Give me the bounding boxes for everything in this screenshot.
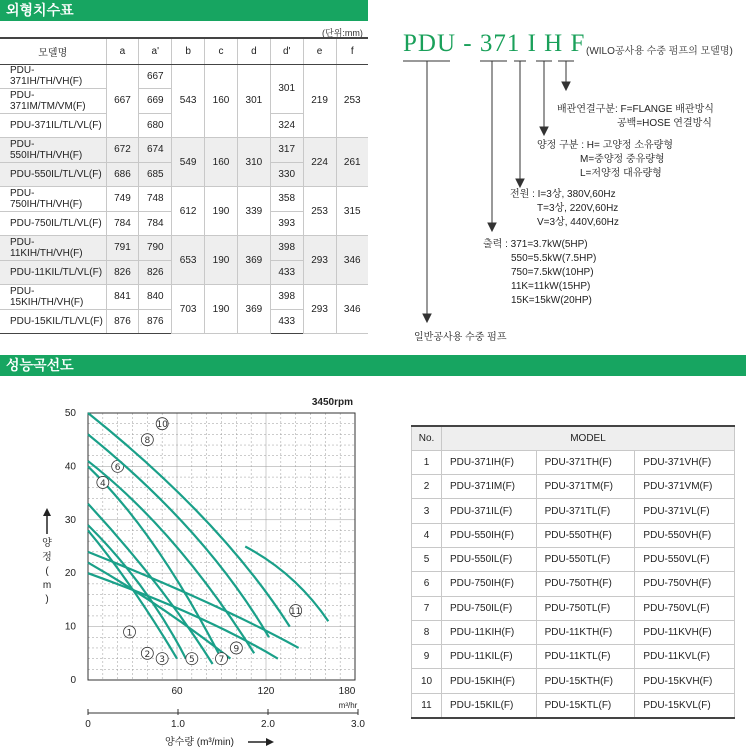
curve-label: 2 [144,649,151,660]
table-cell: 686 [106,162,139,187]
model-table-model-header: MODEL [442,426,735,450]
model-name-cell: PDU-550TH(F) [536,523,635,547]
dim-header-0: 모델명 [0,38,106,64]
model-name-cell: PDU-371VM(F) [635,475,735,499]
table-cell: 826 [106,260,139,285]
model-no-cell: 6 [412,572,442,596]
model-name-cell: PDU-371TM(F) [536,475,635,499]
table-cell: 358 [270,187,303,212]
dimensions-section-title: 외형치수표 [0,0,368,21]
head-description [537,139,673,181]
curve-label: 9 [233,644,240,655]
table-cell: PDU-11KIH/TH/VH(F) [0,236,106,261]
table-cell: 840 [139,285,172,310]
table-row [412,693,735,717]
x2-tick-label: 2.0 [261,719,275,730]
y-tick-label: 20 [64,568,76,580]
x2-tick-label: 0 [85,719,91,730]
performance-section-title: 성능곡선도 [0,355,746,376]
table-cell: 293 [303,285,336,334]
table-cell: 317 [270,138,303,163]
curve-label: 1 [126,628,133,639]
x2-tick-label: 1.0 [171,719,185,730]
table-cell: 398 [270,285,303,310]
model-no-cell: 3 [412,499,442,523]
table-cell: 224 [303,138,336,187]
code-part-head: H [544,30,564,57]
table-cell: 393 [270,211,303,236]
flange-desc-line: 공백=HOSE 연결방식 [617,118,712,129]
table-cell: PDU-371IH/TH/VH(F) [0,64,106,89]
table-cell: 261 [336,138,368,187]
performance-chart-svg [0,376,380,752]
model-no-cell: 8 [412,620,442,644]
model-name-cell: PDU-371VL(F) [635,499,735,523]
table-cell: 160 [205,64,238,138]
y-axis-title-char: ) [45,594,49,605]
model-no-cell: 1 [412,450,442,474]
model-name-cell: PDU-750VH(F) [635,572,735,596]
model-name-cell: PDU-15KTH(F) [536,669,635,693]
model-name-cell: PDU-371IM(F) [442,475,537,499]
output-desc-line: 15K=15kW(20HP) [511,295,592,306]
table-cell: 826 [139,260,172,285]
x-tick-label: 180 [338,686,356,697]
code-part-dash: - [463,30,473,57]
model-name-cell: PDU-550VL(F) [635,547,735,571]
model-name-cell: PDU-550IL(F) [442,547,537,571]
model-no-cell: 9 [412,645,442,669]
dim-header-8: f [336,38,368,64]
head-desc-line: L=저양정 대유량형 [580,168,662,179]
model-name-cell: PDU-11KTH(F) [536,620,635,644]
table-cell: 674 [139,138,172,163]
dim-header-5: d [237,38,270,64]
table-cell: 369 [237,285,270,334]
table-cell: 369 [237,236,270,285]
y-axis-title-char: m [42,580,52,591]
dim-header-3: b [172,38,205,64]
head-desc-line: 양정 구분 : H= 고양정 소유량형 [537,140,673,151]
model-name-cell: PDU-371VH(F) [635,450,735,474]
table-cell: 315 [336,187,368,236]
curve-label: 5 [188,655,195,666]
table-cell: 876 [106,309,139,334]
x-unit-label: m³/hr [338,701,358,710]
table-cell: 876 [139,309,172,334]
x-tick-label: 60 [171,686,183,697]
table-cell: 790 [139,236,172,261]
curve-label: 11 [289,607,302,618]
table-cell: 190 [205,285,238,334]
table-cell: 749 [106,187,139,212]
model-name-cell: PDU-15KIH(F) [442,669,537,693]
table-cell: 841 [106,285,139,310]
table-cell: 330 [270,162,303,187]
table-cell: PDU-371IL/TL/VL(F) [0,113,106,138]
table-cell: PDU-750IL/TL/VL(F) [0,211,106,236]
y-axis-title-char: 양 [42,538,52,549]
model-no-cell: 2 [412,475,442,499]
dim-header-1: a [106,38,139,64]
table-cell: 324 [270,113,303,138]
dim-header-6: d' [270,38,303,64]
table-cell: 672 [106,138,139,163]
pump-description: 일반공사용 수중 펌프 [414,332,507,343]
table-row [412,523,735,547]
model-no-cell: 11 [412,693,442,717]
x2-tick-label: 3.0 [351,719,365,730]
model-name-cell: PDU-750VL(F) [635,596,735,620]
y-tick-label: 50 [64,408,76,419]
table-row [412,572,735,596]
model-table [411,425,735,719]
y-tick-label: 0 [70,675,76,686]
table-cell: PDU-15KIL/TL/VL(F) [0,309,106,334]
table-cell: 703 [172,285,205,334]
table-cell: 791 [106,236,139,261]
model-name-cell: PDU-11KVL(F) [635,645,735,669]
curve-label: 6 [114,462,121,473]
output-desc-line: 550=5.5kW(7.5HP) [511,253,597,264]
y-tick-label: 10 [64,621,76,633]
table-cell: 653 [172,236,205,285]
curve-label: 4 [99,478,106,489]
table-cell: 398 [270,236,303,261]
y-tick-label: 40 [64,461,76,473]
table-cell: 301 [270,64,303,113]
table-cell: 784 [106,211,139,236]
curve-label: 3 [159,655,166,666]
table-cell: 339 [237,187,270,236]
performance-chart [0,376,380,752]
code-part-output: 371 [479,30,521,57]
table-cell: 253 [336,64,368,138]
model-name-cell: PDU-15KIL(F) [442,693,537,717]
table-cell: 190 [205,236,238,285]
table-cell: PDU-11KIL/TL/VL(F) [0,260,106,285]
table-cell: 293 [303,236,336,285]
table-cell: PDU-15KIH/TH/VH(F) [0,285,106,310]
table-cell: 346 [336,285,368,334]
y-axis-title-char: 정 [42,552,52,563]
model-name-cell: PDU-15KVH(F) [635,669,735,693]
output-description [483,238,596,308]
model-name-cell: PDU-750IH(F) [442,572,537,596]
curve-label: 8 [144,436,151,447]
chart-title: 3450rpm [311,397,353,408]
table-cell: 433 [270,260,303,285]
curve-label: 7 [218,655,225,666]
y-tick-label: 30 [64,514,76,526]
model-code-note: (WILO공사용 수중 펌프의 모델명) [586,46,733,57]
model-name-cell: PDU-11KIL(F) [442,645,537,669]
model-no-cell: 4 [412,523,442,547]
model-no-cell: 5 [412,547,442,571]
model-name-cell: PDU-11KTL(F) [536,645,635,669]
table-row [412,499,735,523]
table-cell: 346 [336,236,368,285]
power-desc-line: 전원 : I=3상, 380V,60Hz [510,189,616,200]
flange-desc-line: 배관연결구분: F=FLANGE 배관방식 [557,104,714,115]
table-row [412,475,735,499]
model-no-cell: 7 [412,596,442,620]
table-cell: 160 [205,138,238,187]
table-row [412,547,735,571]
model-name-cell: PDU-15KVL(F) [635,693,735,717]
table-cell: 669 [139,89,172,114]
table-cell: 433 [270,309,303,334]
code-part-flange: F [570,30,586,57]
model-name-cell: PDU-750TH(F) [536,572,635,596]
table-cell: PDU-550IH/TH/VH(F) [0,138,106,163]
table-cell: 301 [237,64,270,138]
model-name-cell: PDU-15KTL(F) [536,693,635,717]
table-cell: 667 [106,64,139,138]
model-name-cell: PDU-11KIH(F) [442,620,537,644]
power-description [510,188,619,230]
table-cell: PDU-750IH/TH/VH(F) [0,187,106,212]
table-cell: PDU-371IM/TM/VM(F) [0,89,106,114]
output-desc-line: 11K=11kW(15HP) [511,281,591,292]
table-cell: 685 [139,162,172,187]
table-cell: 253 [303,187,336,236]
table-row [412,450,735,474]
model-name-cell: PDU-550TL(F) [536,547,635,571]
table-cell: 190 [205,187,238,236]
x-axis-title: 양수량 (m³/min) [165,737,234,748]
table-cell: 748 [139,187,172,212]
model-name-cell: PDU-371TH(F) [536,450,635,474]
table-cell: 784 [139,211,172,236]
flange-description [557,103,714,131]
dim-header-2: a' [139,38,172,64]
dim-header-4: c [205,38,238,64]
model-name-cell: PDU-11KVH(F) [635,620,735,644]
code-part-power: I [527,30,537,57]
table-cell: 543 [172,64,205,138]
output-desc-line: 출력 : 371=3.7kW(5HP) [483,239,588,250]
table-cell: 667 [139,64,172,89]
table-row [412,620,735,644]
model-name-cell: PDU-371IH(F) [442,450,537,474]
model-table-no-header: No. [412,426,442,450]
table-cell: 549 [172,138,205,187]
model-name-cell: PDU-371TL(F) [536,499,635,523]
table-row [412,645,735,669]
model-name-cell: PDU-550IH(F) [442,523,537,547]
y-axis-title-char: ( [45,566,49,577]
model-name-cell: PDU-550VH(F) [635,523,735,547]
x-tick-label: 120 [257,686,275,697]
code-part-pdu: PDU [403,30,457,57]
table-cell: 219 [303,64,336,138]
table-cell: PDU-550IL/TL/VL(F) [0,162,106,187]
model-name-cell: PDU-750TL(F) [536,596,635,620]
table-cell: 310 [237,138,270,187]
model-no-cell: 10 [412,669,442,693]
dim-header-7: e [303,38,336,64]
head-desc-line: M=중양정 중유량형 [580,154,665,165]
table-row [412,669,735,693]
table-cell: 680 [139,113,172,138]
unit-label: (단위:mm) [322,28,363,38]
table-cell: 612 [172,187,205,236]
model-name-cell: PDU-750IL(F) [442,596,537,620]
power-desc-line: T=3상, 220V,60Hz [537,203,619,214]
output-desc-line: 750=7.5kW(10HP) [511,267,594,278]
curve-label: 10 [156,420,168,431]
model-name-cell: PDU-371IL(F) [442,499,537,523]
power-desc-line: V=3상, 440V,60Hz [537,217,619,228]
table-row [412,596,735,620]
